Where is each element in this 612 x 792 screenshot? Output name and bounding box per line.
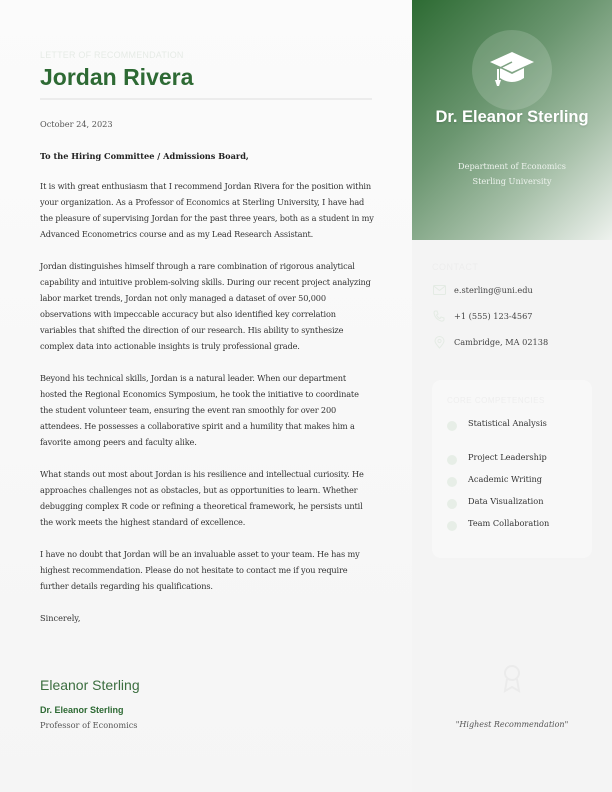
graduation-cap-icon (489, 50, 535, 90)
envelope-icon (432, 283, 446, 297)
competency-label: Statistical Analysis (468, 418, 547, 428)
check-icon (447, 521, 457, 531)
competencies-card (432, 380, 592, 558)
location-pin-icon (432, 335, 446, 349)
closing: Sincerely, (40, 613, 81, 623)
signer-name: Dr. Eleanor Sterling (40, 705, 124, 715)
contact-phone-value[interactable]: +1 (555) 123-4567 (454, 311, 533, 321)
phone-icon (432, 309, 446, 323)
profile-header (412, 0, 612, 240)
signer-title: Professor of Economics (40, 720, 138, 730)
letter-eyebrow: LETTER OF RECOMMENDATION (40, 50, 184, 60)
contact-heading: CONTACT (432, 262, 479, 272)
check-icon (447, 499, 457, 509)
contact-location (432, 335, 548, 349)
check-icon (447, 477, 457, 487)
contact-email (432, 283, 533, 297)
recommendation-quote: "Highest Recommendation" (455, 720, 569, 729)
sidebar (412, 0, 612, 792)
signature: Eleanor Sterling (40, 677, 140, 693)
competency-item (447, 474, 542, 484)
competency-item (447, 518, 549, 528)
candidate-name: Jordan Rivera (40, 64, 194, 90)
letter-date: October 24, 2023 (40, 119, 113, 129)
salutation: To the Hiring Committee / Admissions Board, (40, 151, 249, 161)
paragraph-conclusion: I have no doubt that Jordan will be an invaluable asset to your team. He has my highest recommendation. Please do not hesitate to contact me if you require further details regarding his qualifications. (40, 549, 360, 591)
avatar (472, 30, 552, 110)
profile-department: Department of Economics (458, 161, 566, 171)
competency-item (447, 496, 544, 506)
contact-email-value[interactable]: e.sterling@uni.edu (454, 285, 533, 295)
paragraph-resilience: What stands out most about Jordan is his resilience and intellectual curiosity. He approaches challenges not as obstacles, but as opportunities to learn. Whether debugging complex R code or refining a theoretical framework, he persists until the work meets the highest standard of excellence. (40, 469, 364, 527)
title-divider (40, 98, 372, 100)
competencies-heading: CORE COMPETENCIES (447, 396, 545, 405)
competency-label: Data Visualization (468, 496, 544, 506)
competency-label: Team Collaboration (468, 518, 550, 528)
contact-location-value: Cambridge, MA 02138 (454, 337, 549, 347)
paragraph-analytics: Jordan distinguishes himself through a rare combination of rigorous analytical capability and intuitive problem-solving skills. During our recent project analyzing labor market trends, Jordan not only managed a dataset of over 50,000 observations with impeccable accuracy but also identified key correlation variables that shifted the direction of our research. His ability to synthesize complex data into actionable insights is truly professional grade. (40, 261, 371, 351)
contact-phone (432, 309, 533, 323)
competency-label: Academic Writing (468, 474, 543, 484)
paragraph-leadership: Beyond his technical skills, Jordan is a natural leader. When our department hosted the Regional Economics Symposium, he took the initiative to coordinate the student volunteer team, ensuring the event ran smoothly for over 200 attendees. He possesses a collaborative spirit and a humility that makes him a favorite among peers and faculty alike. (40, 373, 359, 447)
check-icon (447, 455, 457, 465)
competency-label: Project Leadership (468, 452, 547, 462)
profile-name: Dr. Eleanor Sterling (435, 108, 589, 126)
paragraph-intro: It is with great enthusiasm that I recommend Jordan Rivera for the position within your organization. As a Professor of Economics at Sterling University, I have had the pleasure of supervising Jordan for the past three years, both as a student in my Advanced Econometrics course and as my Lead Research Assistant. (40, 181, 374, 239)
check-icon (447, 421, 457, 431)
competency-item (447, 452, 547, 462)
competency-item (447, 418, 547, 428)
award-ribbon-icon (503, 665, 521, 693)
profile-university: Sterling University (472, 176, 552, 186)
